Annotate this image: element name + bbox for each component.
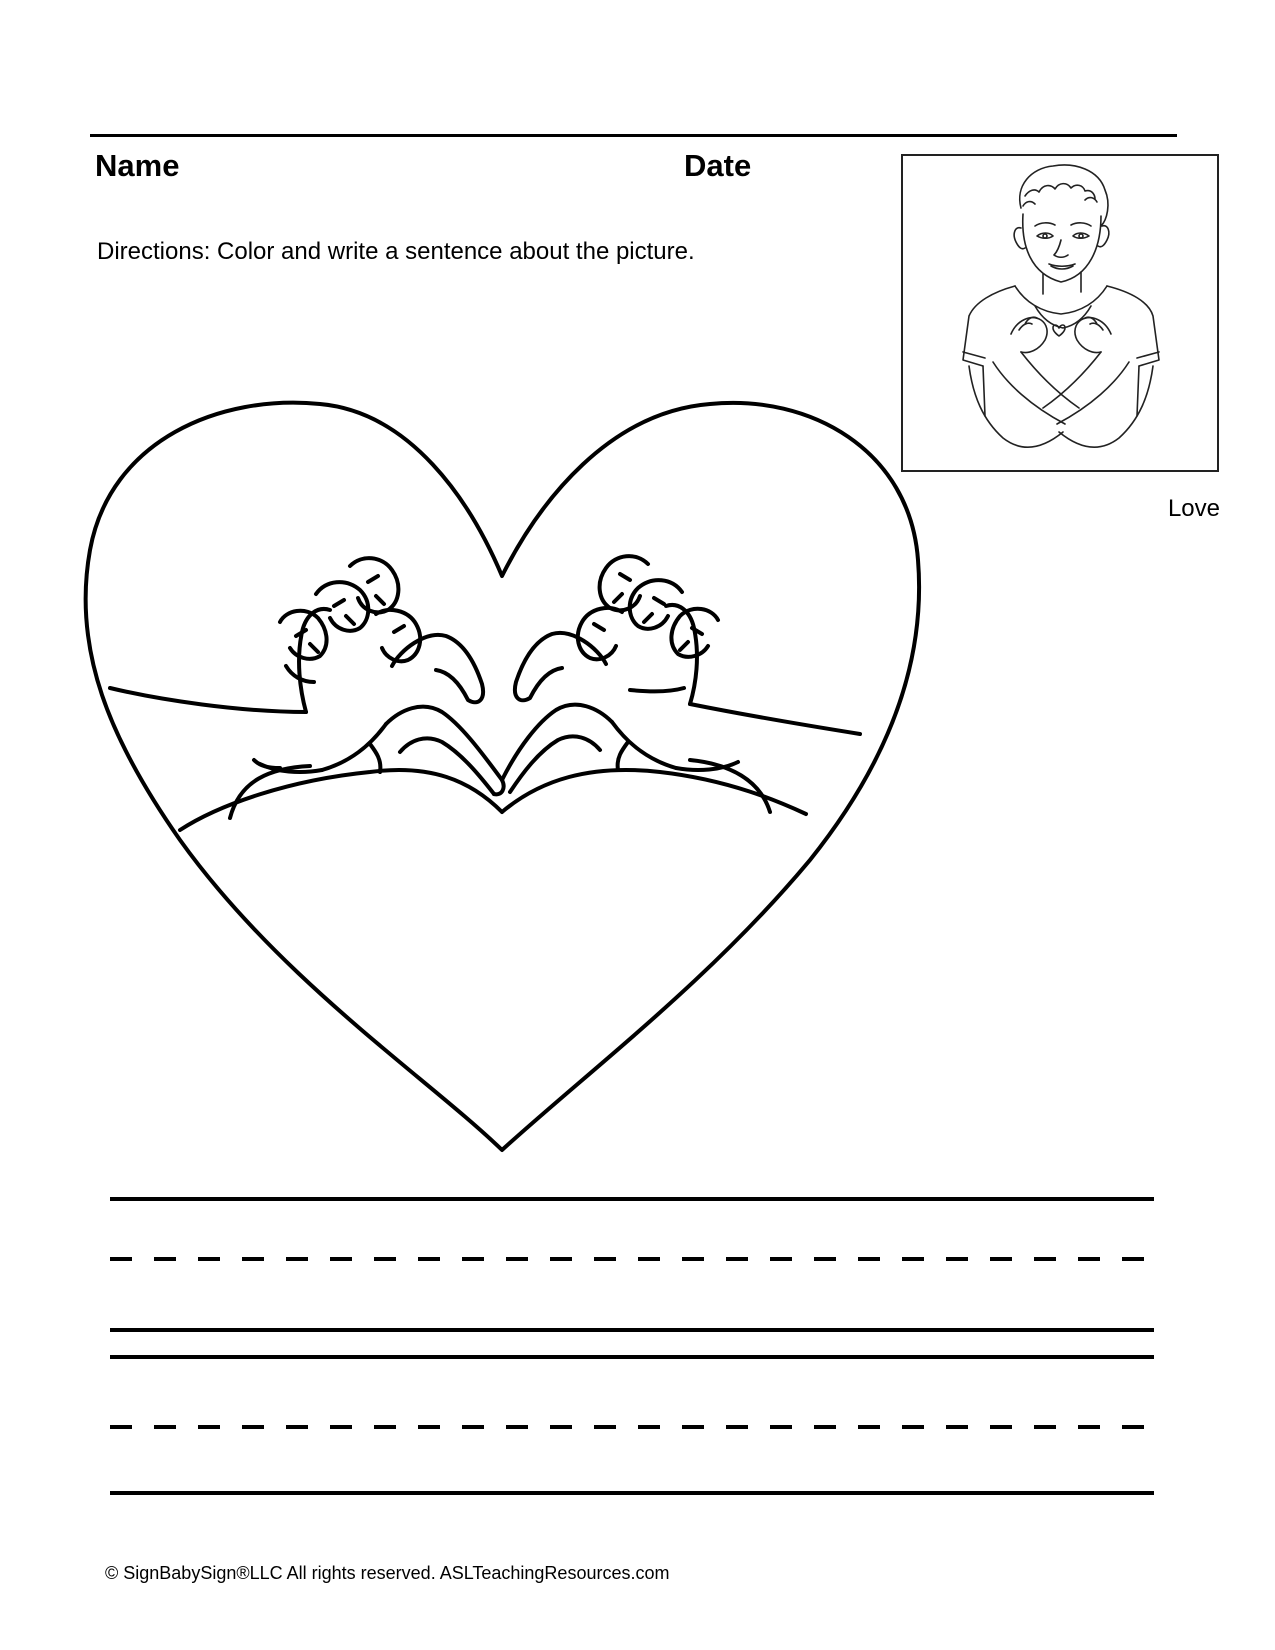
sign-word-label: Love (1167, 495, 1220, 522)
handwriting-lines[interactable] (110, 1195, 1160, 1535)
date-label: Date (684, 148, 752, 183)
heart-coloring-illustration (70, 400, 940, 1165)
directions-text: Directions: Color and write a sentence about the picture. (97, 238, 695, 265)
writing-guide-lines (110, 1195, 1160, 1535)
top-rule (90, 134, 1177, 137)
hands-heart-drawing (70, 400, 940, 1160)
sign-illustration-box (901, 154, 1219, 472)
copyright-footer: © SignBabySign®LLC All rights reserved. ASLTeachingResources.com (105, 1563, 670, 1583)
person-signing-love-illustration (903, 156, 1217, 470)
name-label: Name (95, 148, 180, 183)
